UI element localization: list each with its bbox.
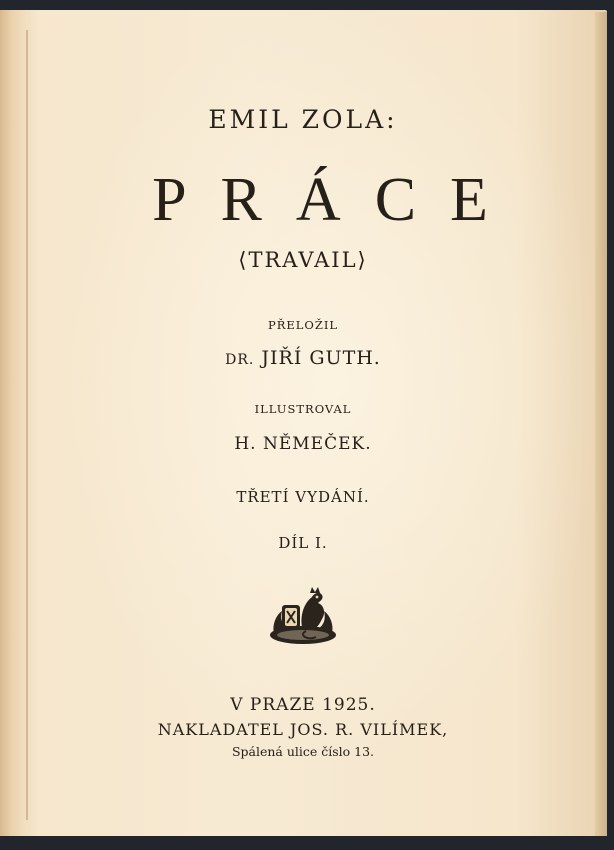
book-title: PRÁCE [152,166,522,234]
title-page-content [30,10,576,836]
translator-label: PŘELOŽIL [267,318,339,332]
publisher-address: Spálená ulice číslo 13. [231,744,375,759]
city-year: V PRAZE 1925. [230,695,376,715]
gutter-line [26,30,28,820]
original-title: ⟨TRAVAIL⟩ [238,248,368,272]
edition: TŘETÍ VYDÁNÍ. [236,488,370,506]
translator-prefix: DR. [225,352,255,368]
page-edges [595,12,607,836]
volume: DÍL I. [278,534,328,552]
translator [30,347,576,369]
illustrator-name: H. NĚMEČEK. [234,434,372,454]
publisher-lion-emblem-icon [268,585,338,649]
illustrator-label: ILLUSTROVAL [254,402,352,416]
book-page [0,10,607,836]
translator-name: JIŘÍ GUTH. [261,347,381,369]
publisher-name: NAKLADATEL JOS. R. VILÍMEK, [157,720,449,739]
author-name: EMIL ZOLA: [208,105,398,134]
